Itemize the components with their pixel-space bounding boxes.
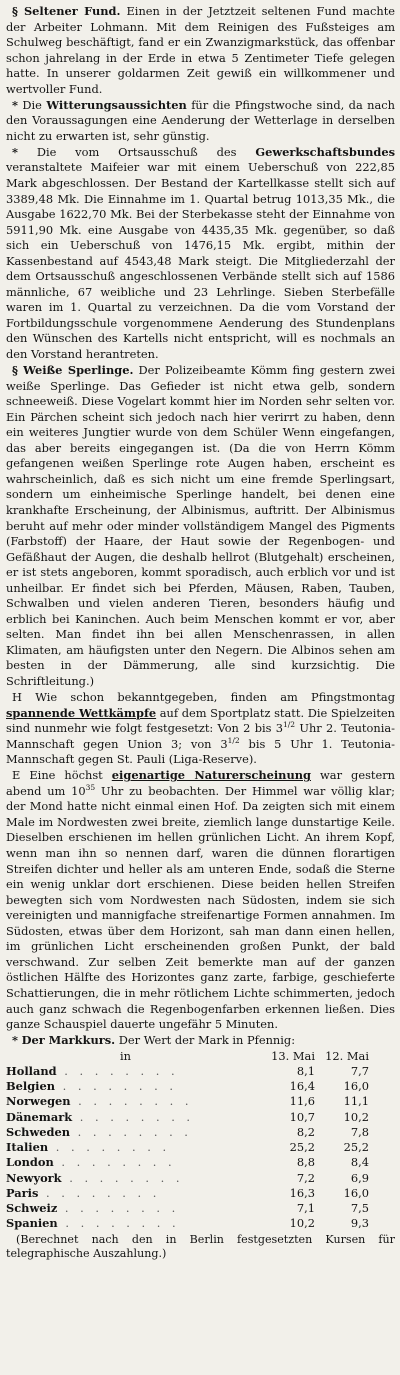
rate-12-mai: 6,9 bbox=[350, 1170, 369, 1185]
country-cell bbox=[6, 1155, 247, 1170]
rate-13-mai: 16,4 bbox=[289, 1079, 315, 1094]
article-marker: E bbox=[12, 768, 21, 783]
country-cell bbox=[6, 1216, 247, 1231]
exchange-rate-table bbox=[6, 1049, 395, 1232]
country-cell bbox=[6, 1171, 247, 1186]
table-row bbox=[6, 1155, 395, 1170]
rate-12-mai: 16,0 bbox=[343, 1079, 369, 1094]
leader-dots: . . . . . . . . bbox=[70, 1094, 193, 1109]
leader-dots: . . . . . . . . bbox=[57, 1201, 180, 1216]
markkurs-section bbox=[6, 1033, 395, 1261]
country-name: Schweden bbox=[6, 1124, 70, 1139]
article-body-part: auf dem Sportplatz statt. Die Spielzeiten sind nunmehr wie folgt festgesetzt: Von 2 bis 3 bbox=[6, 705, 395, 736]
article-body-part: Uhr zu beobachten. Der Himmel war völlig klar; der Mond hatte nicht einmal einen Hof. Da zeigten sich mit einem Male im Nordwesten zwei breite, ziemlich lange dunstartige Keile. Dieselben erschienen im hellen grünlichen Licht. An ihrem Kopf, wenn man ihn so nennen darf, waren die dünnen florartigen Streifen dichter und heller als am unteren Ende, sodaß die Sterne ein wenig unklar dort erschienen. Diese beiden hellen Streifen bewegten sich vom Nordwesten nach Südosten, indem sie sich vereinigten und mannigfache streifenartige Formen annahmen. Im Südosten, etwas über dem Horizont, sah man dann einen hellen, im grünlichen Licht erscheinenden großen Punkt, der bald verschwand. Zur selben Zeit bemerkte man auf der ganzen östlichen Hälfte des Horizontes ganz zarte, farbige, geschieferte Schattierungen, die in mehr rötlichem Lichte schimmerten, jedoch auch ganz schwach die Regenbogenfarben erkennen ließen. Dies ganze Schauspiel dauerte ungefähr 5 Minuten. bbox=[6, 783, 395, 1032]
rate-12-mai: 7,5 bbox=[350, 1201, 369, 1216]
rate-13-mai: 7,1 bbox=[296, 1201, 315, 1216]
leader-dots: . . . . . . . . bbox=[61, 1170, 184, 1185]
time-minutes: 35 bbox=[85, 783, 96, 793]
rate-13-mai: 10,2 bbox=[289, 1216, 315, 1231]
markkurs-heading bbox=[6, 1033, 395, 1049]
article-seltener-fund bbox=[6, 4, 395, 97]
table-row bbox=[6, 1079, 395, 1094]
fraction-half: 1/2 bbox=[283, 720, 296, 730]
table-row bbox=[6, 1125, 395, 1140]
leader-dots: . . . . . . . . bbox=[53, 1155, 176, 1170]
article-marker: * bbox=[12, 144, 18, 159]
country-name: Norwegen bbox=[6, 1094, 71, 1109]
rate-13-mai: 16,3 bbox=[289, 1185, 315, 1200]
rate-13-mai: 8,1 bbox=[296, 1063, 315, 1078]
article-headline: Seltener Fund. bbox=[23, 4, 121, 18]
article-headline: eigenartige Naturerscheinung bbox=[111, 768, 311, 783]
article-intro: Die bbox=[22, 97, 42, 112]
leader-dots: . . . . . . . . bbox=[57, 1216, 180, 1231]
article-headline: spannende Wettkämpfe bbox=[6, 705, 157, 720]
markkurs-footnote: (Berechnet nach den in Berlin festgesetzten Kursen für telegraphische Auszahlung.) bbox=[6, 1232, 395, 1261]
country-cell bbox=[6, 1094, 247, 1109]
column-header-in: in bbox=[120, 1048, 131, 1063]
article-body-part: Uhr 2. Teutonia-Mannschaft gegen Union 3; von 3 bbox=[6, 721, 395, 751]
article-headline: Gewerkschaftsbundes bbox=[255, 144, 396, 159]
leader-dots: . . . . . . . . bbox=[56, 1063, 179, 1078]
article-witterung bbox=[6, 98, 395, 145]
country-cell bbox=[6, 1140, 247, 1155]
leader-dots: . . . . . . . . bbox=[38, 1185, 161, 1200]
rate-13-mai: 11,6 bbox=[289, 1094, 315, 1109]
article-gewerkschaftsbund bbox=[6, 145, 395, 363]
article-naturerscheinung bbox=[6, 768, 395, 1032]
rate-12-mai: 10,2 bbox=[343, 1109, 369, 1124]
article-headline: Witterungsaussichten bbox=[46, 97, 187, 112]
article-intro: Eine höchst bbox=[29, 768, 103, 783]
country-cell bbox=[6, 1110, 247, 1125]
article-headline: Der Markkurs. bbox=[21, 1033, 116, 1048]
article-body: Einen in der Jetztzeit seltenen Fund machte der Arbeiter Lohmann. Mit dem Reinigen des Fußsteiges am Schulweg beschäftigt, fand er ein Zwanzigmarkstück, das offenbar schon jahrelang in der Erde in etwa 5 Zentimeter Tiefe gelegen hatte. In unserer goldarmen Zeit gewiß ein willkommener und wertvoller Fund. bbox=[6, 4, 396, 96]
country-name: Belgien bbox=[6, 1079, 56, 1094]
rate-13-mai: 25,2 bbox=[289, 1140, 315, 1155]
markkurs-intro: Der Wert der Mark in Pfennig: bbox=[118, 1033, 296, 1048]
country-name: Spanien bbox=[6, 1216, 58, 1231]
country-cell bbox=[6, 1079, 247, 1094]
table-row bbox=[6, 1171, 395, 1186]
country-name: London bbox=[6, 1155, 54, 1170]
article-weisse-sperlinge bbox=[6, 363, 395, 689]
rate-12-mai: 9,3 bbox=[350, 1216, 369, 1231]
article-body: für die Pfingstwoche sind, da nach den Voraussagungen eine Aenderung der Wetterlage in derselben nicht zu erwarten ist, sehr günstig. bbox=[6, 97, 395, 143]
article-body-part: bis 5 Uhr 1. Teutonia-Mannschaft gegen St. Pauli (Liga-Reserve). bbox=[6, 736, 395, 767]
leader-dots: . . . . . . . . bbox=[55, 1079, 177, 1094]
country-name: Dänemark bbox=[6, 1109, 73, 1124]
leader-dots: . . . . . . . . bbox=[72, 1109, 195, 1124]
article-body: veranstaltete Maifeier war mit einem Ueberschuß von 222,85 Mark abgeschlossen. Der Bestand der Kartellkasse stellt sich auf 3389,48 Mk. Die Einnahme im 1. Quartal betrug 1013,35 Mk., die Ausgabe 1622,70 Mk. Bei der Sterbekasse steht der Einnahme von 5911,90 Mk. eine Ausgabe von 4435,35 Mk. gegenüber, so daß sich ein Ueberschuß von 1476,15 Mk. ergibt, mithin der Kassenbestand auf 4543,48 Mark steigt. Die Mitgliederzahl der dem Ortsausschuß angeschlossenen Verbände stellt sich auf 1586 männliche, 67 weibliche und 23 Lehrlinge. Sieben Sterbefälle waren im 1. Quartal zu verzeichnen. Da die vom Vorstand der Fortbildungsschule vorgenommene Aenderung des Stundenplans den Wünschen des Kartells nicht entspricht, will es nochmals an den Vorstand herantreten. bbox=[6, 160, 395, 362]
country-name: Schweiz bbox=[6, 1201, 58, 1216]
article-body: Der Polizeibeamte Kömm fing gestern zwei weiße Sperlinge. Das Gefieder ist nicht etwa gelb, sondern schneeweiß. Diese Vogelart kommt hier im Norden sehr selten vor. Ein Pärchen scheint sich jedoch nach hier verirrt zu haben, denn ein weiteres Jungtier wurde von dem Schüler Wenn eingefangen, das aber bereits eingegangen ist. (Da die von Herrn Kömm gefangenen weißen Sperlinge rote Augen haben, erscheint es wahrscheinlich, daß es sich nicht um eine fremde Sperlingsart, sondern um einheimische Sperlinge handelt, bei denen eine krankhafte Erscheinung, der Albinismus, auftritt. Der Albinismus beruht auf mehr oder minder vollständigem Mangel des Pigments (Farbstoff) der Haare, der Haut sowie der Regenbogen- und Gefäßhaut der Augen, die deshalb hellrot (Blutgehalt) erscheinen, er ist stets angeboren, kommt sporadisch, auch erblich vor und ist unheilbar. Er findet sich bei Pferden, Mäusen, Raben, Tauben, Schwalben und vielen anderen Tieren, besonders häufig und erblich bei Kaninchen. Auch beim Menschen kommt er vor, aber selten. Man findet ihn bei allen Menschenrassen, in allen Klimaten, am häufigsten unter den Negern. Die Albinos sehen am besten in der Dämmerung, alle sind kurzsichtig. Die Schriftleitung.) bbox=[6, 363, 396, 689]
table-row bbox=[6, 1110, 395, 1125]
rate-12-mai: 7,7 bbox=[350, 1063, 369, 1078]
rate-13-mai: 10,7 bbox=[289, 1109, 315, 1124]
country-name: Newyork bbox=[6, 1170, 62, 1185]
rate-13-mai: 8,2 bbox=[296, 1124, 315, 1139]
table-row bbox=[6, 1201, 395, 1216]
fraction-half: 1/2 bbox=[227, 735, 240, 745]
article-marker: * bbox=[12, 97, 18, 112]
table-row bbox=[6, 1140, 395, 1155]
rate-12-mai: 11,1 bbox=[343, 1094, 369, 1109]
article-body-part: war gestern abend um 10 bbox=[6, 768, 396, 798]
rate-13-mai: 8,8 bbox=[296, 1155, 315, 1170]
rate-12-mai: 8,4 bbox=[350, 1155, 369, 1170]
country-cell bbox=[6, 1201, 247, 1216]
table-row bbox=[6, 1186, 395, 1201]
country-name: Paris bbox=[6, 1185, 39, 1200]
rate-12-mai: 25,2 bbox=[343, 1140, 369, 1155]
column-header-date-1: 13. Mai bbox=[271, 1048, 315, 1063]
country-cell bbox=[6, 1064, 247, 1079]
article-marker: § bbox=[12, 363, 18, 378]
column-header-date-2: 12. Mai bbox=[325, 1048, 369, 1063]
table-header-row bbox=[6, 1049, 395, 1064]
article-intro: Die vom Ortsausschuß des bbox=[36, 144, 237, 159]
table-row bbox=[6, 1064, 395, 1079]
country-name: Holland bbox=[6, 1063, 57, 1078]
article-headline: Weiße Sperlinge. bbox=[23, 363, 134, 378]
leader-dots: . . . . . . . . bbox=[70, 1124, 192, 1139]
rate-12-mai: 7,8 bbox=[350, 1124, 369, 1139]
table-row bbox=[6, 1216, 395, 1231]
leader-dots: . . . . . . . . bbox=[48, 1140, 171, 1155]
article-marker: § bbox=[12, 4, 18, 18]
article-intro: Wie schon bekanntgegeben, finden am Pfingstmontag bbox=[35, 690, 396, 705]
rate-12-mai: 16,0 bbox=[343, 1185, 369, 1200]
country-cell bbox=[6, 1186, 247, 1201]
article-marker: * bbox=[12, 1033, 18, 1048]
table-row bbox=[6, 1094, 395, 1109]
article-wettkaempfe bbox=[6, 690, 395, 768]
country-name: Italien bbox=[6, 1140, 49, 1155]
rate-13-mai: 7,2 bbox=[296, 1170, 315, 1185]
article-marker: H bbox=[12, 690, 22, 705]
country-cell bbox=[6, 1125, 247, 1140]
